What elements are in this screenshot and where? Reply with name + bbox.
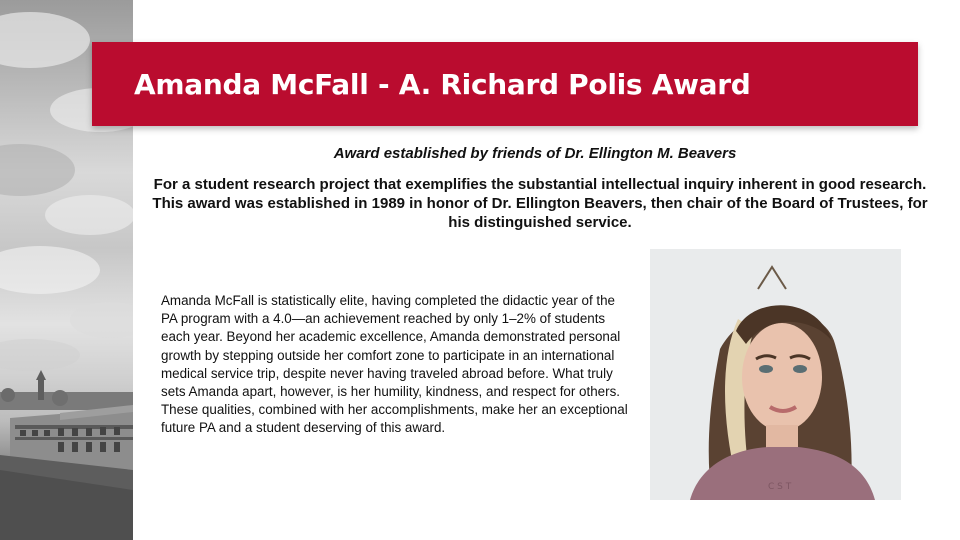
student-portrait	[650, 249, 901, 500]
title-banner	[92, 42, 918, 126]
slide-title: Amanda McFall - A. Richard Polis Award	[134, 67, 751, 101]
award-subtitle: Award established by friends of Dr. Ellington M. Beavers	[333, 145, 737, 162]
portrait-graphic	[650, 249, 901, 500]
shirt-print: C S T	[768, 482, 792, 492]
student-bio: Amanda McFall is statistically elite, having completed the didactic year of the PA program with a 4.0—an achievement reached by only 1–2% of students each year. Beyond her academic excellence, Amanda demonstrated personal growth by stepping outside her comfort zone to participate in an international medical service trip, despite never having traveled abroad before. What truly sets Amanda apart, however, is her humility, kindness, and respect for others. These qualities, combined with her accomplishments, make her an exceptional future PA and a student deserving of this award.	[161, 293, 628, 436]
award-description: For a student research project that exemplifies the substantial intellectual inquiry inherent in good research. This award was established in 1989 in honor of Dr. Ellington Beavers, then chair of the Board of Trustees, for his distinguished service.	[152, 176, 928, 231]
